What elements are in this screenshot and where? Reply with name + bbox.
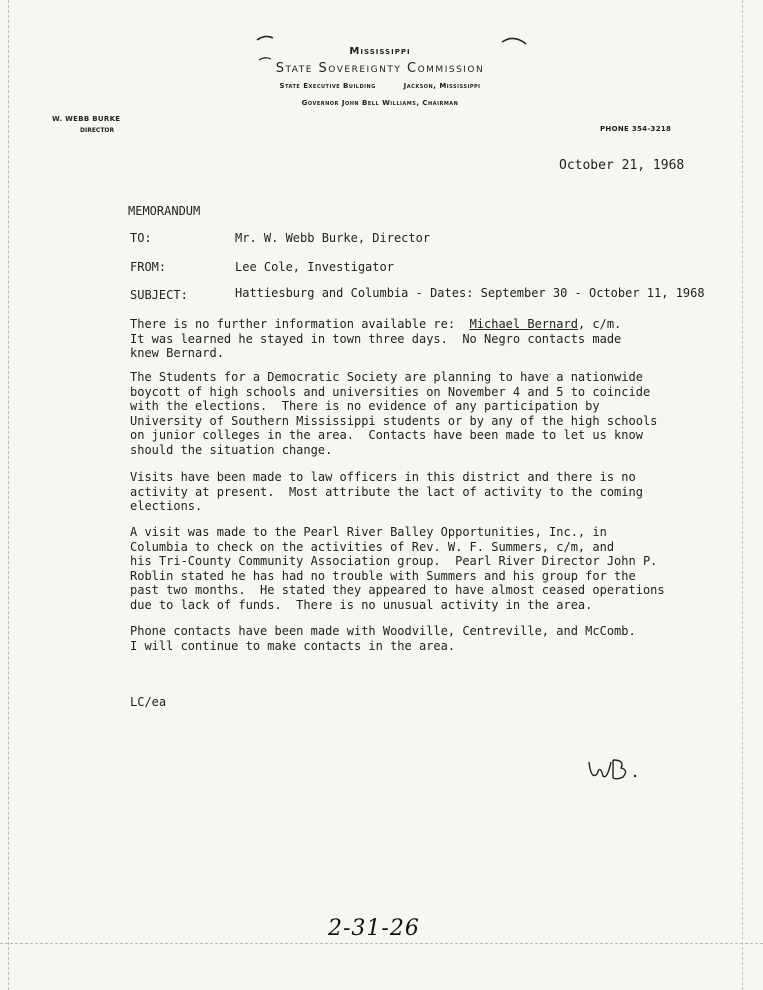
- letterhead-director-name: W. WEBB BURKE: [52, 115, 121, 123]
- paragraph-phone-contacts: Phone contacts have been made with Woodville, Centreville, and McComb. I will continue to make contacts in the area.: [130, 624, 636, 653]
- letterhead-address: [200, 82, 560, 90]
- handwritten-initials: [585, 750, 645, 786]
- letterhead-director-title: DIRECTOR: [80, 127, 115, 134]
- subject-label: SUBJECT:: [130, 288, 188, 302]
- memo-date: October 21, 1968: [559, 158, 685, 173]
- to-label: TO:: [130, 231, 152, 245]
- paragraph-sds-boycott: The Students for a Democratic Society are planning to have a nationwide boycott of high schools and universities on November 4 and 5 to coincide with the elections. There is no evidence of any participation by University of Southern Mississippi students or by any of the high schools on junior colleges in the area. Contacts have been made to let us know should the situation change.: [130, 370, 658, 457]
- page-edge-right: [742, 0, 744, 990]
- subject-name-michael-bernard: Michael Bernard: [469, 317, 578, 331]
- paragraph-bernard-lead-end: , c/m.: [577, 317, 622, 331]
- letterhead-building: State Executive Building: [279, 82, 376, 90]
- paragraph-bernard-lead: There is no further information available re:: [130, 317, 470, 331]
- memo-heading: MEMORANDUM: [128, 204, 201, 218]
- letterhead-agency: State Sovereignty Commission: [275, 61, 485, 76]
- page-edge-bottom: [0, 943, 763, 945]
- to-value: Mr. W. Webb Burke, Director: [235, 231, 431, 245]
- paragraph-law-officers: Visits have been made to law officers in this district and there is no activity at present. Most attribute the lact of activity to the coming elections.: [130, 470, 643, 514]
- reference-initials: LC/ea: [130, 695, 167, 709]
- paragraph-pearl-river: A visit was made to the Pearl River Balley Opportunities, Inc., in Columbia to check on the activities of Rev. W. F. Summers, c/m, and his Tri-County Community Association group. Pearl River Director John P. Roblin stated he has had no trouble with Summers and his group for the past two months. He stated they appeared to have almost ceased operations due to lack of funds. There is no unusual activity in the area.: [130, 525, 665, 612]
- letterhead-state: Mississippi: [349, 46, 411, 57]
- page-edge-left: [8, 0, 10, 990]
- handwritten-initials-icon: [585, 750, 645, 786]
- from-label: FROM:: [130, 260, 167, 274]
- letterhead-city: Jackson, Mississippi: [403, 82, 481, 90]
- letterhead-chairman: Governor John Bell Williams, Chairman: [301, 99, 459, 107]
- paragraph-bernard-rest: It was learned he stayed in town three days. No Negro contacts made knew Bernard.: [130, 331, 622, 361]
- subject-value: Hattiesburg and Columbia - Dates: September 30 - October 11, 1968: [235, 286, 705, 300]
- paragraph-bernard: [130, 317, 621, 361]
- file-number: 2-31-26: [328, 916, 420, 941]
- from-value: Lee Cole, Investigator: [235, 260, 394, 274]
- letterhead-phone: PHONE 354-3218: [600, 125, 672, 133]
